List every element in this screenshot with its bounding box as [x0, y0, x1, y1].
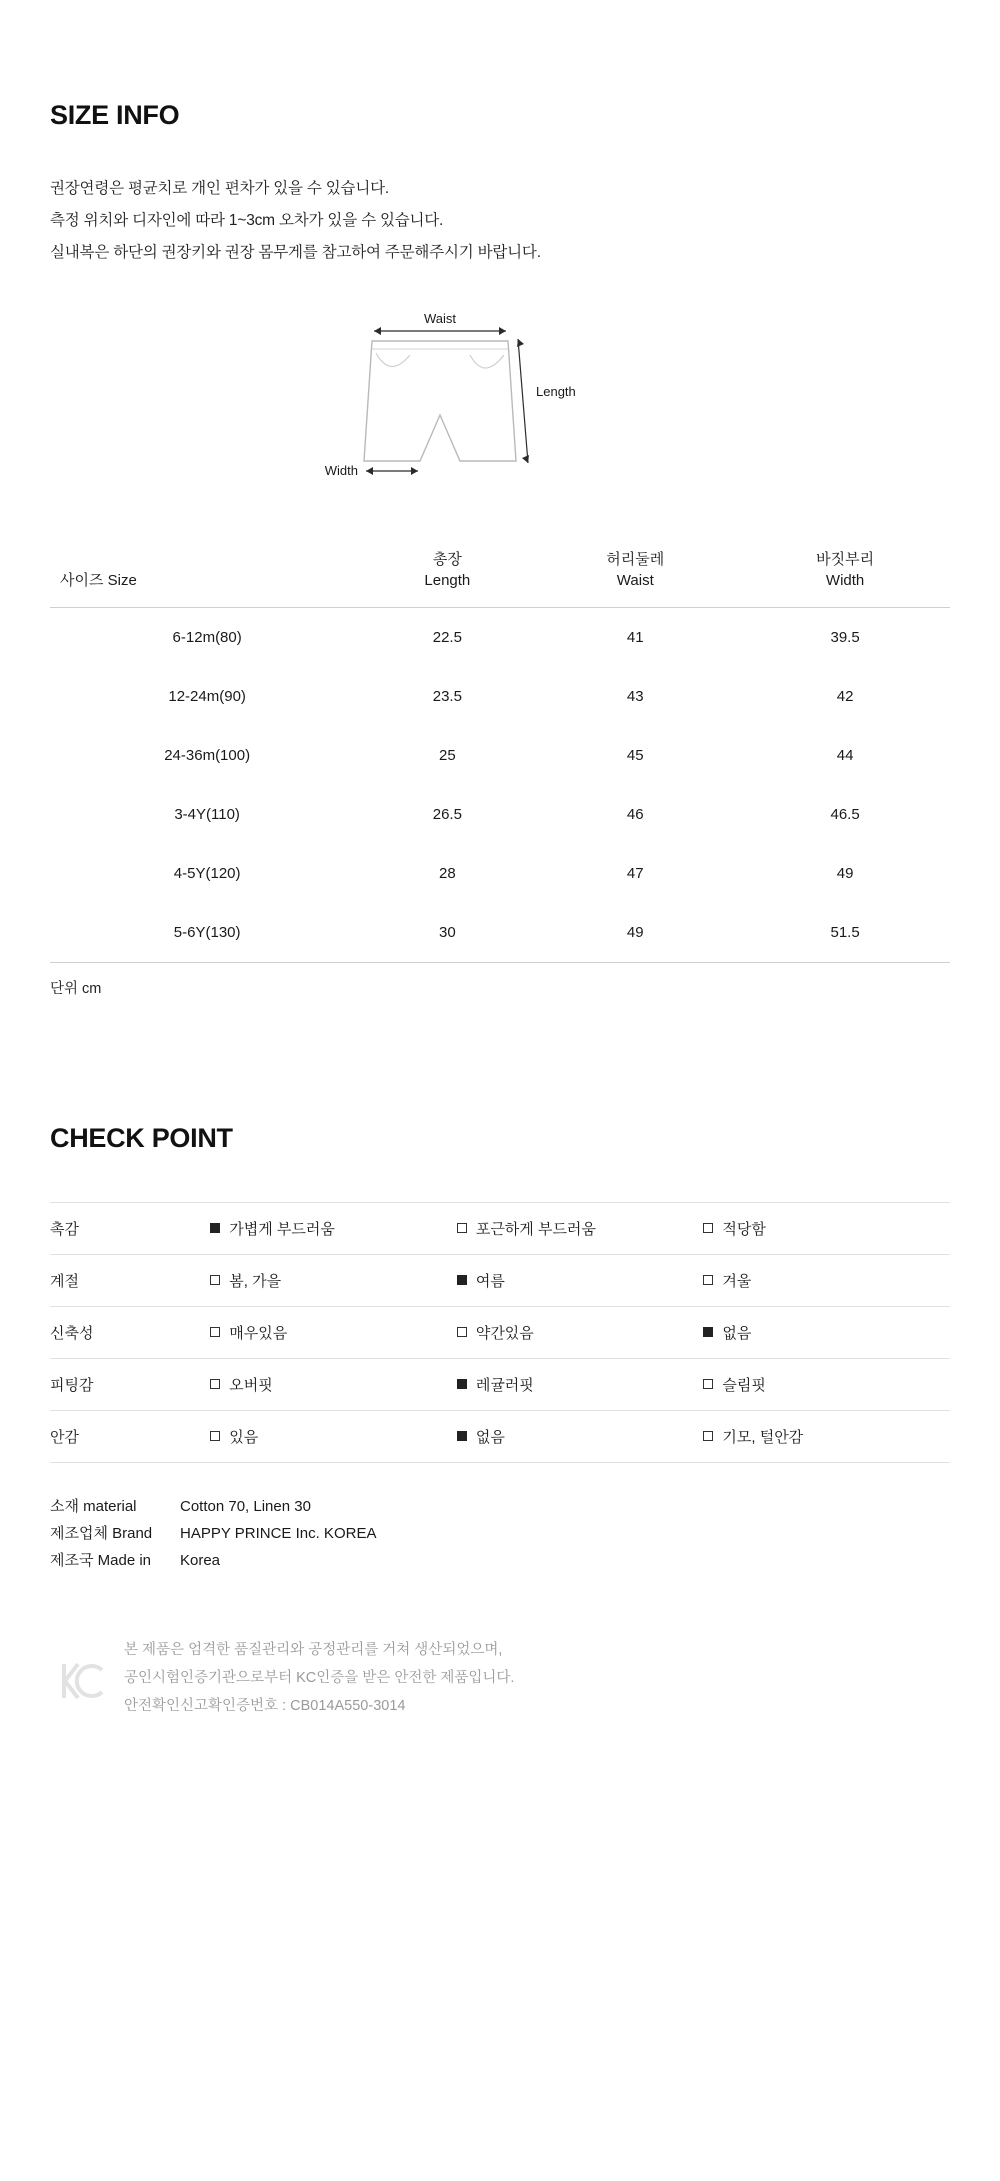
kc-certification-text	[124, 1636, 514, 1720]
cell-length: 25	[438, 747, 456, 765]
material-info-value: Korea	[180, 1552, 221, 1570]
material-info-key: 소재 material	[50, 1498, 137, 1516]
check-option	[457, 1411, 704, 1463]
table-row	[50, 1411, 950, 1463]
header-waist-en: Waist	[616, 572, 654, 590]
size-info-note: 측정 위치와 디자인에 따라 1~3cm 오차가 있을 수 있습니다.	[50, 212, 444, 230]
size-table-body	[50, 608, 950, 963]
cell-width: 46.5	[830, 806, 860, 824]
size-table-header-row	[50, 549, 950, 608]
table-row	[50, 726, 950, 785]
check-option	[703, 1203, 950, 1255]
table-row	[50, 844, 950, 903]
checkbox-icon	[457, 1379, 467, 1389]
check-option	[210, 1203, 457, 1255]
diagram-width-label: Width	[324, 463, 358, 479]
cell-size: 6-12m(80)	[172, 629, 242, 647]
material-info	[50, 1493, 950, 1574]
check-point-title: CHECK POINT	[50, 1123, 233, 1154]
check-option	[210, 1307, 457, 1359]
check-option-label: 가볍게 부드러움	[229, 1221, 335, 1239]
cell-size: 24-36m(100)	[164, 747, 251, 765]
checkbox-icon	[210, 1275, 220, 1285]
material-info-key: 제조업체 Brand	[50, 1525, 153, 1543]
check-option	[210, 1359, 457, 1411]
checkbox-icon	[703, 1223, 713, 1233]
cell-size: 12-24m(90)	[168, 688, 246, 706]
check-option-label: 레귤러핏	[475, 1377, 534, 1395]
material-info-key: 제조국 Made in	[50, 1552, 152, 1570]
size-table-header-waist	[530, 549, 740, 608]
check-row-label: 촉감	[50, 1221, 79, 1239]
check-option-label: 기모, 털안감	[722, 1429, 804, 1447]
check-option-label: 오버핏	[229, 1377, 273, 1395]
check-option	[703, 1307, 950, 1359]
cell-length: 28	[438, 865, 456, 883]
checkbox-icon	[457, 1431, 467, 1441]
checkbox-icon	[210, 1223, 220, 1233]
header-length-kr: 총장	[432, 551, 462, 569]
check-option	[703, 1411, 950, 1463]
size-info-note: 실내복은 하단의 권장키와 권장 몸무게를 참고하여 주문해주시기 바랍니다.	[50, 244, 541, 262]
size-info-notes	[50, 173, 950, 269]
header-size-kr: 사이즈	[60, 572, 104, 590]
product-detail-page	[0, 18, 1000, 2181]
material-info-row	[50, 1493, 950, 1520]
cell-width: 51.5	[830, 924, 860, 942]
checkbox-icon	[703, 1327, 713, 1337]
table-row	[50, 1359, 950, 1411]
material-info-row	[50, 1547, 950, 1574]
cell-length: 26.5	[432, 806, 462, 824]
shorts-diagram-svg	[290, 311, 710, 501]
check-option	[457, 1359, 704, 1411]
table-row	[50, 1307, 950, 1359]
check-option-label: 겨울	[722, 1273, 752, 1291]
check-option	[457, 1255, 704, 1307]
cell-waist: 41	[626, 629, 644, 647]
check-option-label: 없음	[475, 1429, 505, 1447]
checkbox-icon	[210, 1327, 220, 1337]
diagram-length-label: Length	[536, 384, 576, 400]
kc-certification-block	[50, 1636, 950, 1800]
header-width-en: Width	[825, 572, 865, 590]
cell-size: 3-4Y(110)	[174, 806, 240, 824]
checkbox-icon	[457, 1223, 467, 1233]
kc-line: 본 제품은 엄격한 품질관리와 공정관리를 거쳐 생산되었으며,	[124, 1642, 503, 1659]
table-row	[50, 903, 950, 963]
checkbox-icon	[703, 1431, 713, 1441]
table-row	[50, 785, 950, 844]
checkbox-icon	[703, 1275, 713, 1285]
size-table-head	[50, 549, 950, 608]
size-table	[50, 549, 950, 963]
table-row	[50, 667, 950, 726]
cell-length: 30	[438, 924, 456, 942]
check-row-label: 계절	[50, 1273, 79, 1291]
check-option	[703, 1255, 950, 1307]
checkbox-icon	[457, 1275, 467, 1285]
check-option-label: 봄, 가을	[229, 1273, 282, 1291]
cell-width: 44	[836, 747, 854, 765]
cell-waist: 47	[626, 865, 644, 883]
check-option-label: 약간있음	[475, 1325, 534, 1343]
size-table-header-size	[50, 549, 364, 608]
cell-waist: 46	[626, 806, 644, 824]
check-option-label: 포근하게 부드러움	[475, 1221, 596, 1239]
check-option-label: 매우있음	[229, 1325, 288, 1343]
kc-line: 공인시험인증기관으로부터 KC인증을 받은 안전한 제품입니다.	[124, 1670, 515, 1687]
size-table-unit-note: 단위 cm	[50, 981, 102, 998]
cell-waist: 43	[626, 688, 644, 706]
header-waist-kr: 허리둘레	[606, 551, 665, 569]
cell-size: 5-6Y(130)	[173, 924, 241, 942]
check-option-label: 슬림핏	[722, 1377, 766, 1395]
check-option	[210, 1411, 457, 1463]
kc-mark-icon	[50, 1650, 112, 1712]
size-table-header-length	[364, 549, 530, 608]
check-point-table	[50, 1202, 950, 1463]
material-info-value: Cotton 70, Linen 30	[180, 1498, 311, 1516]
header-size-en: Size	[107, 572, 137, 590]
cell-width: 42	[836, 688, 854, 706]
checkbox-icon	[210, 1431, 220, 1441]
cell-waist: 49	[626, 924, 644, 942]
checkbox-icon	[457, 1327, 467, 1337]
check-option-label: 없음	[722, 1325, 752, 1343]
cell-width: 39.5	[830, 629, 860, 647]
cell-waist: 45	[626, 747, 644, 765]
table-row	[50, 608, 950, 668]
cell-width: 49	[836, 865, 854, 883]
kc-line: 안전확인신고확인증번호 : CB014A550-3014	[124, 1698, 406, 1715]
material-info-row	[50, 1520, 950, 1547]
size-table-header-width	[740, 549, 950, 608]
check-row-label: 신축성	[50, 1325, 94, 1343]
cell-size: 4-5Y(120)	[173, 865, 241, 883]
check-row-label: 피팅감	[50, 1377, 94, 1395]
table-row	[50, 1203, 950, 1255]
header-length-en: Length	[424, 572, 471, 590]
check-option-label: 여름	[475, 1273, 505, 1291]
cell-length: 22.5	[432, 629, 462, 647]
checkbox-icon	[210, 1379, 220, 1389]
check-option	[210, 1255, 457, 1307]
check-option	[457, 1307, 704, 1359]
check-row-label: 안감	[50, 1429, 79, 1447]
shorts-measurement-diagram	[50, 311, 950, 511]
material-info-value: HAPPY PRINCE Inc. KOREA	[180, 1525, 377, 1543]
diagram-waist-label: Waist	[423, 311, 457, 327]
check-option	[703, 1359, 950, 1411]
size-info-title: SIZE INFO	[50, 100, 180, 131]
header-width-kr: 바짓부리	[816, 551, 875, 569]
table-row	[50, 1255, 950, 1307]
check-option-label: 있음	[229, 1429, 259, 1447]
checkbox-icon	[703, 1379, 713, 1389]
check-option	[457, 1203, 704, 1255]
cell-length: 23.5	[432, 688, 462, 706]
check-option-label: 적당함	[722, 1221, 766, 1239]
size-info-note: 권장연령은 평균치로 개인 편차가 있을 수 있습니다.	[50, 180, 389, 198]
